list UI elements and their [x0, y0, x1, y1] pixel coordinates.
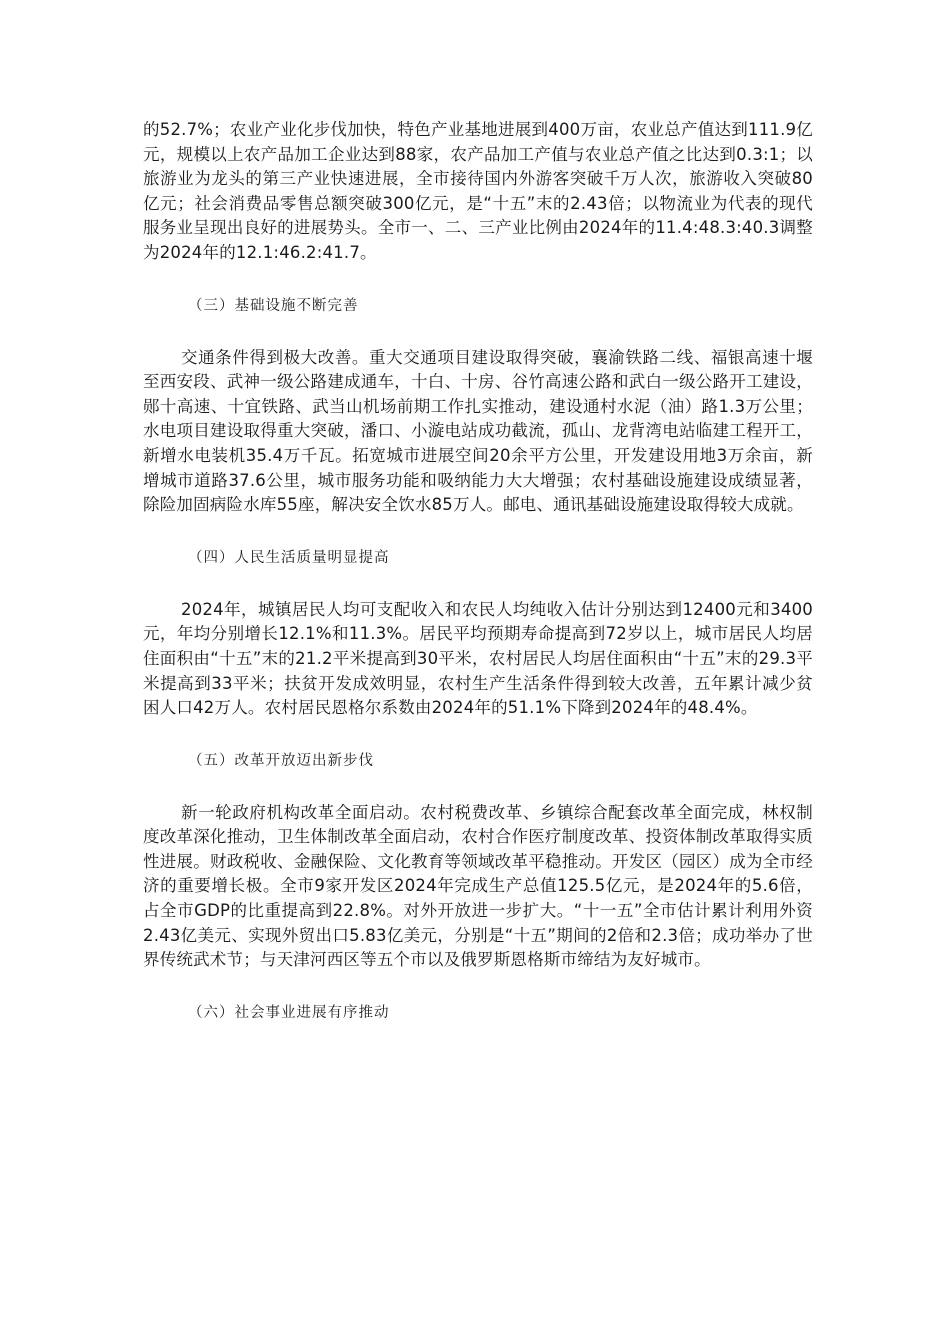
spacer: [143, 266, 813, 295]
document-body: [143, 118, 813, 1024]
spacer: [143, 973, 813, 1002]
spacer: [143, 518, 813, 547]
spacer: [143, 721, 813, 750]
spacer: [143, 772, 813, 801]
section-heading-5: （五）改革开放迈出新步伐: [188, 752, 374, 769]
paragraph-reform: 新一轮政府机构改革全面启动。农村税费改革、乡镇综合配套改革全面完成，林权制度改革深化推动，卫生体制改革全面启动，农村合作医疗制度改革、投资体制改革取得实质性进展。财政税收、金融保险、文化教育等领域改革平稳推动。开发区（园区）成为全市经济的重要增长极。全市9家开发区2024年完成生产总值125.5亿元，是2024年的5.6倍，占全市GDP的比重提高到22.8%。对外开放进一步扩大。“十一五”全市估计累计利用外资2.43亿美元、实现外贸出口5.83亿美元，分别是“十五”期间的2倍和2.3倍；成功举办了世界传统武术节；与天津河西区等五个市以及俄罗斯恩格斯市缔结为友好城市。: [143, 802, 813, 970]
paragraph-living-standards: 2024年，城镇居民人均可支配收入和农民人均纯收入估计分别达到12400元和3400元，年均分别增长12.1%和11.3%。居民平均预期寿命提高到72岁以上，城市居民人均居住面积由“十五”末的21.2平米提高到30平米，农村居民人均居住面积由“十五”末的29.3平米提高到33平米；扶贫开发成效明显，农村生产生活条件得到较大改善，五年累计减少贫困人口42万人。农村居民恩格尔系数由2024年的51.1%下降到2024年的48.4%。: [143, 599, 813, 718]
paragraph-infrastructure: 交通条件得到极大改善。重大交通项目建设取得突破，襄渝铁路二线、福银高速十堰至西安段、武神一级公路建成通车，十白、十房、谷竹高速公路和武白一级公路开工建设，郧十高速、十宜铁路、武当山机场前期工作扎实推动，建设通村水泥（油）路1.3万公里；水电项目建设取得重大突破，潘口、小漩电站成功截流，孤山、龙背湾电站临建工程开工，新增水电装机35.4万千瓦。拓宽城市进展空间20余平方公里，开发建设用地3万余亩，新增城市道路37.6公里，城市服务功能和吸纳能力大大增强；农村基础设施建设成绩显著，除险加固病险水库55座，解决安全饮水85万人。邮电、通讯基础设施建设取得较大成就。: [143, 347, 813, 515]
spacer: [143, 317, 813, 346]
section-heading-6: （六）社会事业进展有序推动: [188, 1004, 390, 1021]
section-heading-3: （三）基础设施不断完善: [188, 297, 359, 314]
paragraph-intro: 的52.7%；农业产业化步伐加快，特色产业基地进展到400万亩，农业总产值达到111.9亿元，规模以上农产品加工企业达到88家，农产品加工产值与农业总产值之比达到0.3:1；以旅游业为龙头的第三产业快速进展，全市接待国内外游客突破千万人次，旅游收入突破80亿元；社会消费品零售总额突破300亿元，是“十五”末的2.43倍；以物流业为代表的现代服务业呈现出良好的进展势头。全市一、二、三产业比例由2024年的11.4:48.3:40.3调整为2024年的12.1:46.2:41.7。: [143, 120, 813, 262]
section-heading-4: （四）人民生活质量明显提高: [188, 549, 390, 566]
spacer: [143, 569, 813, 598]
